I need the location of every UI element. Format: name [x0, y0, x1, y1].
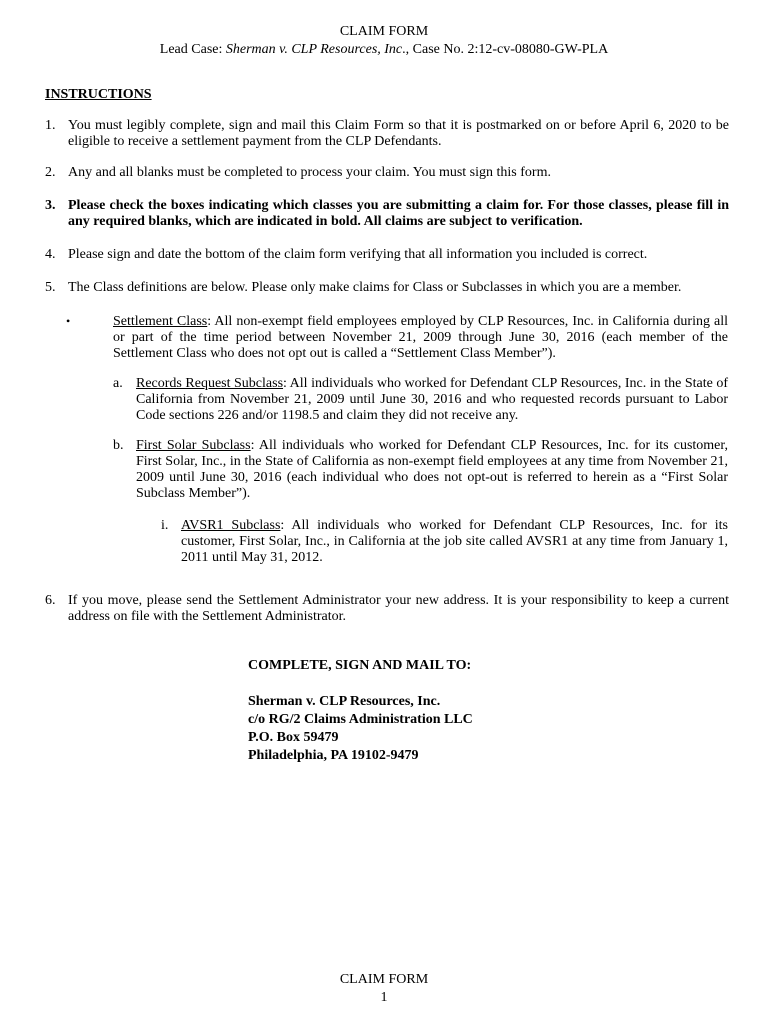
settlement-class-text: : All non-exempt field employees employed by CLP Resources, Inc. in California during all or part of the time period between November 21, 2009 through June 30, 2016 (each member of the Settlement Class who does not opt out is called a “Settlement Class Member”).: [113, 314, 728, 361]
item-number: 1.: [45, 118, 56, 133]
item-text: Please sign and date the bottom of the claim form verifying that all information you included is correct.: [68, 247, 648, 262]
lead-case-name: Sherman v. CLP Resources, Inc: [225, 42, 403, 57]
instruction-item-1: [45, 118, 729, 150]
footer-title: CLAIM FORM: [339, 972, 429, 987]
instruction-item-5: [45, 280, 729, 296]
subclass-label: First Solar Subclass: [136, 438, 251, 453]
avsr1-subclass: [181, 518, 728, 566]
lead-case-prefix: Lead Case:: [159, 42, 226, 57]
item-text: Please check the boxes indicating which classes you are submitting a claim for. For those classes, please fill in any required blanks, which are indicated in bold. All claims are subject to verification.: [68, 198, 729, 229]
mail-to-line-3: P.O. Box 59479: [248, 730, 339, 745]
mail-to-line-2: c/o RG/2 Claims Administration LLC: [248, 712, 473, 727]
instructions-heading: INSTRUCTIONS: [45, 87, 152, 102]
settlement-class-label: Settlement Class: [113, 314, 208, 329]
bullet-icon: •: [66, 314, 71, 328]
sub-subclass-text: : All individuals who worked for Defendant CLP Resources, Inc. for its customer, First Solar, Inc., in California at the job site called AVSR1 at any time from January 1, 2011 until May 31, 2012.: [181, 518, 728, 565]
lead-case-suffix: ., Case No. 2:12-cv-08080-GW-PLA: [402, 42, 609, 57]
item-number: 5.: [45, 280, 56, 295]
lead-case-line: [0, 42, 768, 58]
sub-subclass-label: AVSR1 Subclass: [181, 518, 281, 533]
subclass-text: : All individuals who worked for Defendant CLP Resources, Inc. in the State of California from November 21, 2009 until June 30, 2016 and who requested records pursuant to Labor Code sections 226 and/or 1198.5 and claim they did not receive any.: [136, 376, 729, 423]
instruction-item-3: [45, 198, 729, 230]
settlement-class-definition: [113, 314, 728, 362]
item-number: 4.: [45, 247, 56, 262]
item-number: 3.: [45, 198, 56, 213]
mail-to-heading: COMPLETE, SIGN AND MAIL TO:: [248, 658, 472, 673]
item-text: You must legibly complete, sign and mail this Claim Form so that it is postmarked on or before April 6, 2020 to be eligible to receive a settlement payment from the CLP Defendants.: [68, 118, 729, 149]
subclass-marker-a: a.: [113, 376, 123, 391]
subclass-label: Records Request Subclass: [136, 376, 284, 391]
first-solar-subclass: [136, 438, 728, 502]
records-request-subclass: [136, 376, 728, 424]
instruction-item-4: [45, 247, 729, 263]
item-text: If you move, please send the Settlement Administrator your new address. It is your responsibility to keep a current address on file with the Settlement Administrator.: [68, 593, 729, 624]
instruction-item-2: [45, 165, 729, 181]
mail-to-line-1: Sherman v. CLP Resources, Inc.: [248, 694, 441, 709]
item-number: 2.: [45, 165, 56, 180]
instruction-item-6: [45, 593, 729, 625]
form-title: CLAIM FORM: [339, 24, 429, 39]
page-number: 1: [380, 990, 388, 1005]
mail-to-line-4: Philadelphia, PA 19102-9479: [248, 748, 419, 763]
subclass-text: : All individuals who worked for Defendant CLP Resources, Inc. for its customer, First Solar, Inc., in the State of California as non-exempt field employees at any time from November 21, 2009 until June 30, 2016 (each individual who does not opt-out is referred to herein as a “First Solar Subclass Member”).: [136, 438, 728, 501]
subclass-marker-b: b.: [113, 438, 124, 453]
item-text: The Class definitions are below. Please only make claims for Class or Subclasses in which you are a member.: [68, 280, 682, 295]
item-number: 6.: [45, 593, 56, 608]
item-text: Any and all blanks must be completed to process your claim. You must sign this form.: [68, 165, 551, 180]
sub-subclass-marker: i.: [161, 518, 169, 533]
